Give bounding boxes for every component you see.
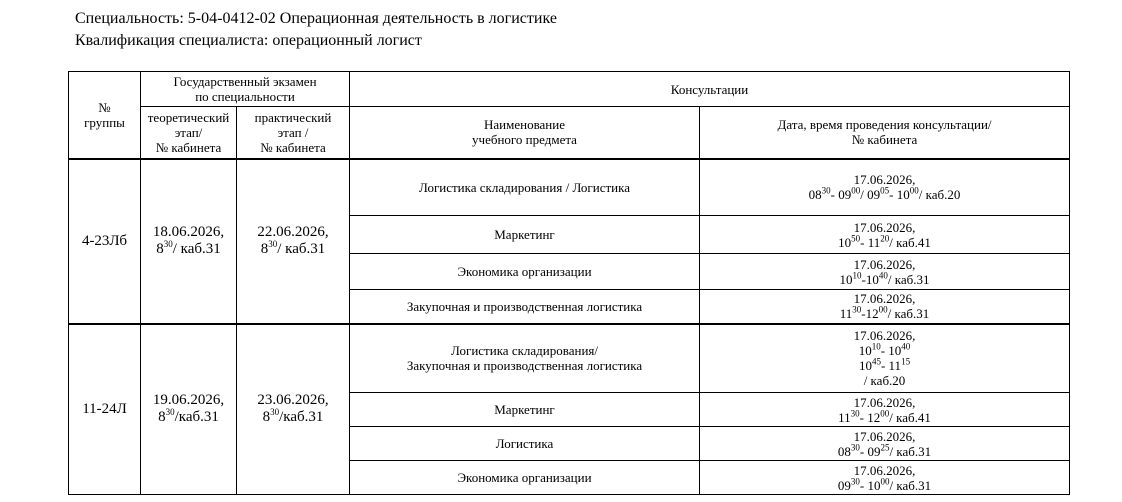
exam-time <box>239 241 347 258</box>
time-minute: 30 <box>850 476 860 487</box>
exam-room: / каб.31 <box>172 241 221 257</box>
exam-time-hour: 8 <box>260 241 269 257</box>
time-minute: 00 <box>880 408 890 419</box>
time-part: 11 <box>839 306 853 322</box>
time-minute: 40 <box>878 270 888 281</box>
time-part: / 09 <box>860 187 881 203</box>
subject-cell <box>350 461 700 495</box>
time-part: - 12 <box>859 409 881 425</box>
exam-time-hour: 8 <box>158 409 166 426</box>
subject-line: Экономика организации <box>457 264 592 279</box>
consultations-header: Консультации <box>350 72 1070 107</box>
subject-line: Логистика складирования/ <box>451 343 598 359</box>
qualification-heading: Квалификация специалиста: операционный логист <box>75 32 422 49</box>
exam-time-minute: 30 <box>270 407 280 418</box>
consultation-time-line <box>702 373 1067 388</box>
subject-line: Экономика организации <box>457 470 592 485</box>
time-minute: 05 <box>880 185 890 196</box>
exam-date: 23.06.2026, <box>257 392 329 409</box>
datetime-header: Дата, время проведения консультации/ № кабинета <box>700 107 1070 159</box>
table-row <box>69 159 1070 216</box>
time-minute: 00 <box>878 304 888 315</box>
subject-line: Маркетинг <box>494 402 555 417</box>
time-minute: 25 <box>880 442 890 453</box>
practice-stage-header: практический этап / № кабинета <box>237 107 350 159</box>
consultation-date: 17.06.2026, <box>853 291 916 307</box>
specialty-heading: Специальность: 5-04-0412-02 Операционная деятельность в логистике <box>75 10 557 27</box>
consultation-time-cell <box>700 216 1070 254</box>
consultation-time-cell <box>700 427 1070 461</box>
time-part: / каб.31 <box>887 271 930 287</box>
consultation-time-line <box>702 187 1067 202</box>
theory-exam-cell <box>141 324 237 495</box>
time-minute: 45 <box>871 356 881 367</box>
subject-cell <box>350 324 700 393</box>
time-part: - 11 <box>880 358 902 374</box>
time-part: / каб.31 <box>889 477 932 493</box>
time-part: - 10 <box>859 477 881 493</box>
time-part: - 10 <box>889 187 910 203</box>
time-part: - 10 <box>880 343 902 359</box>
exam-room: /каб.31 <box>279 409 324 426</box>
theory-stage-header: теоретический этап/ № кабинета <box>141 107 237 159</box>
time-part: 08 <box>808 187 822 203</box>
exam-time-hour: 8 <box>262 409 271 426</box>
consultation-time-line <box>702 343 1067 358</box>
time-minute: 50 <box>851 233 861 244</box>
state-exam-header: Государственный экзамен по специальности <box>141 72 350 107</box>
subject-cell <box>350 216 700 254</box>
exam-time <box>143 409 234 426</box>
consultation-time-cell <box>700 324 1070 393</box>
practice-exam-cell <box>237 324 350 495</box>
time-part: 09 <box>837 477 851 493</box>
practice-exam-cell <box>237 159 350 324</box>
schedule-table <box>68 71 1070 495</box>
consultation-time-cell <box>700 159 1070 216</box>
consultation-time-line <box>702 235 1067 250</box>
group-name: 11-24Л <box>69 324 141 495</box>
time-part: / каб.31 <box>889 443 932 459</box>
subject-cell <box>350 427 700 461</box>
time-minute: 15 <box>901 356 911 367</box>
time-part: 10 <box>839 271 853 287</box>
time-minute: 30 <box>821 185 831 196</box>
exam-time-minute: 30 <box>268 239 278 249</box>
time-part: - 11 <box>860 234 881 250</box>
consultation-time-line <box>702 478 1067 493</box>
exam-room: / каб.31 <box>277 241 326 257</box>
theory-exam-cell <box>141 159 237 324</box>
table-row <box>69 324 1070 393</box>
time-part: - 09 <box>859 443 881 459</box>
time-minute: 30 <box>850 442 860 453</box>
consultation-time-cell <box>700 254 1070 290</box>
consultation-time-cell <box>700 393 1070 427</box>
consultation-date: 17.06.2026, <box>853 462 916 478</box>
subject-cell <box>350 254 700 290</box>
time-part: 11 <box>838 409 851 425</box>
consultation-time-line <box>702 410 1067 425</box>
time-minute: 30 <box>852 304 862 315</box>
time-part: / каб.41 <box>889 234 931 250</box>
consultation-time-cell <box>700 290 1070 324</box>
exam-time <box>143 241 234 258</box>
subject-cell <box>350 393 700 427</box>
time-minute: 40 <box>901 341 911 352</box>
time-part: 08 <box>837 443 851 459</box>
subject-line: Логистика складирования / Логистика <box>418 179 631 195</box>
time-minute: 20 <box>880 233 890 244</box>
consultation-date: 17.06.2026, <box>853 394 916 410</box>
exam-time-minute: 30 <box>163 239 173 249</box>
consultation-date: 17.06.2026, <box>853 328 916 344</box>
subject-line: Логистика <box>495 436 554 451</box>
consultation-time-cell <box>700 461 1070 495</box>
consultation-time-line <box>702 272 1067 287</box>
consultation-date: 17.06.2026, <box>853 256 916 272</box>
time-part: 10 <box>858 358 872 374</box>
time-part: / каб.41 <box>889 409 931 425</box>
subject-line: Маркетинг <box>494 227 555 242</box>
exam-time-minute: 30 <box>165 407 175 418</box>
consultation-date: 17.06.2026, <box>853 428 916 444</box>
consultation-time-line <box>702 358 1067 373</box>
time-part: -10 <box>861 271 879 287</box>
time-minute: 30 <box>850 408 860 419</box>
time-part: - 09 <box>830 187 852 203</box>
exam-date: 22.06.2026, <box>257 224 329 240</box>
time-part: / каб.31 <box>887 306 930 322</box>
time-minute: 10 <box>852 270 862 281</box>
time-minute: 10 <box>871 341 881 352</box>
subject-line: Закупочная и производственная логистика <box>406 358 643 374</box>
consultation-time-line <box>702 306 1067 321</box>
time-part: / каб.20 <box>918 187 961 203</box>
time-minute: 00 <box>880 476 890 487</box>
exam-time-hour: 8 <box>156 241 164 257</box>
consultation-date: 17.06.2026, <box>853 172 916 188</box>
consultation-date: 17.06.2026, <box>853 219 916 235</box>
exam-time <box>239 409 347 426</box>
group-number-header: № группы <box>69 72 141 159</box>
subject-line: Закупочная и производственная логистика <box>406 298 643 314</box>
time-part: / каб.20 <box>863 373 906 389</box>
exam-date: 18.06.2026, <box>152 224 225 240</box>
exam-date: 19.06.2026, <box>152 392 225 409</box>
time-part: 10 <box>858 343 872 359</box>
exam-room: /каб.31 <box>174 409 219 426</box>
time-part: 10 <box>838 234 852 250</box>
time-minute: 00 <box>851 185 861 196</box>
group-name: 4-23Лб <box>69 159 141 324</box>
time-minute: 00 <box>909 185 919 196</box>
subject-header: Наименование учебного предмета <box>350 107 700 159</box>
subject-cell <box>350 159 700 216</box>
subject-cell <box>350 290 700 324</box>
time-part: -12 <box>861 306 879 322</box>
consultation-time-line <box>702 444 1067 459</box>
